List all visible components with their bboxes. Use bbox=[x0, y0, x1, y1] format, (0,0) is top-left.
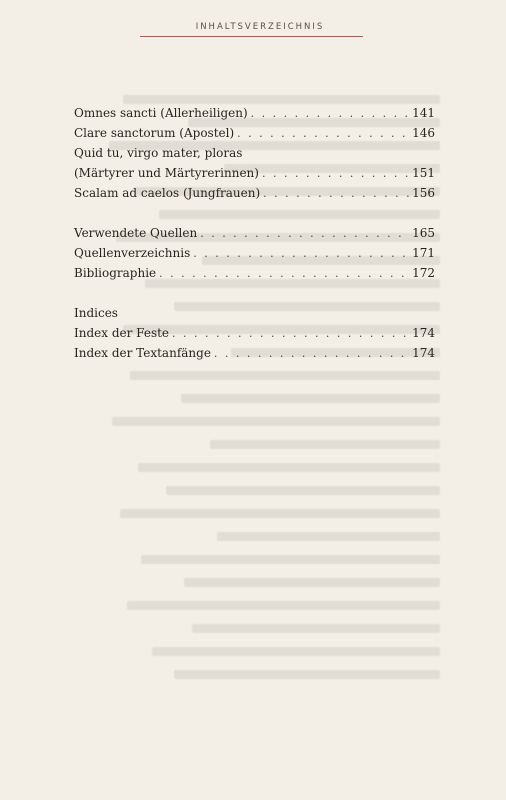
toc-entry[interactable] bbox=[74, 223, 435, 243]
header-rule bbox=[140, 36, 363, 37]
leader-dots bbox=[172, 324, 409, 344]
toc-section-heading bbox=[74, 303, 435, 323]
leader-dots bbox=[237, 124, 409, 144]
section-gap bbox=[74, 203, 435, 223]
toc-entry-title: Scalam ad caelos (Jungfrauen) bbox=[74, 186, 261, 200]
toc-entry-page: 171 bbox=[412, 246, 435, 260]
toc-entry[interactable] bbox=[74, 343, 435, 363]
toc-entry-title: Clare sanctorum (Apostel) bbox=[74, 126, 235, 140]
toc-entry-page: 174 bbox=[412, 326, 435, 340]
table-of-contents bbox=[74, 103, 435, 363]
toc-entry-first-line[interactable] bbox=[74, 143, 435, 163]
toc-entry-title: (Märtyrer und Märtyrerinnen) bbox=[74, 166, 259, 180]
toc-entry[interactable] bbox=[74, 103, 435, 123]
toc-entry[interactable] bbox=[74, 243, 435, 263]
leader-dots bbox=[200, 224, 409, 244]
toc-entry-page: 141 bbox=[412, 106, 435, 120]
toc-entry-continuation[interactable] bbox=[74, 163, 435, 183]
leader-dots bbox=[193, 244, 409, 264]
leader-dots bbox=[251, 104, 409, 124]
leader-dots bbox=[262, 164, 409, 184]
indices-heading: Indices bbox=[74, 306, 118, 320]
toc-entry-page: 151 bbox=[412, 166, 435, 180]
toc-entry[interactable] bbox=[74, 263, 435, 283]
toc-entry-title: Omnes sancti (Allerheiligen) bbox=[74, 106, 248, 120]
toc-entry-title: Quellenverzeichnis bbox=[74, 246, 191, 260]
toc-entry[interactable] bbox=[74, 123, 435, 143]
toc-entry[interactable] bbox=[74, 183, 435, 203]
toc-entry[interactable] bbox=[74, 323, 435, 343]
leader-dots bbox=[263, 184, 409, 204]
toc-entry-page: 146 bbox=[412, 126, 435, 140]
running-header: INHALTSVERZEICHNIS bbox=[195, 22, 325, 32]
toc-entry-title: Index der Feste bbox=[74, 326, 170, 340]
section-gap bbox=[74, 283, 435, 303]
toc-entry-title: Index der Textanfänge bbox=[74, 346, 211, 360]
toc-entry-page: 156 bbox=[412, 186, 435, 200]
toc-entry-page: 165 bbox=[412, 226, 435, 240]
toc-entry-title: Verwendete Quellen bbox=[74, 226, 198, 240]
leader-dots bbox=[214, 344, 409, 364]
toc-entry-title: Quid tu, virgo mater, ploras bbox=[74, 146, 243, 160]
leader-dots bbox=[159, 264, 409, 284]
toc-entry-page: 174 bbox=[412, 346, 435, 360]
toc-entry-title: Bibliographie bbox=[74, 266, 157, 280]
toc-entry-page: 172 bbox=[412, 266, 435, 280]
